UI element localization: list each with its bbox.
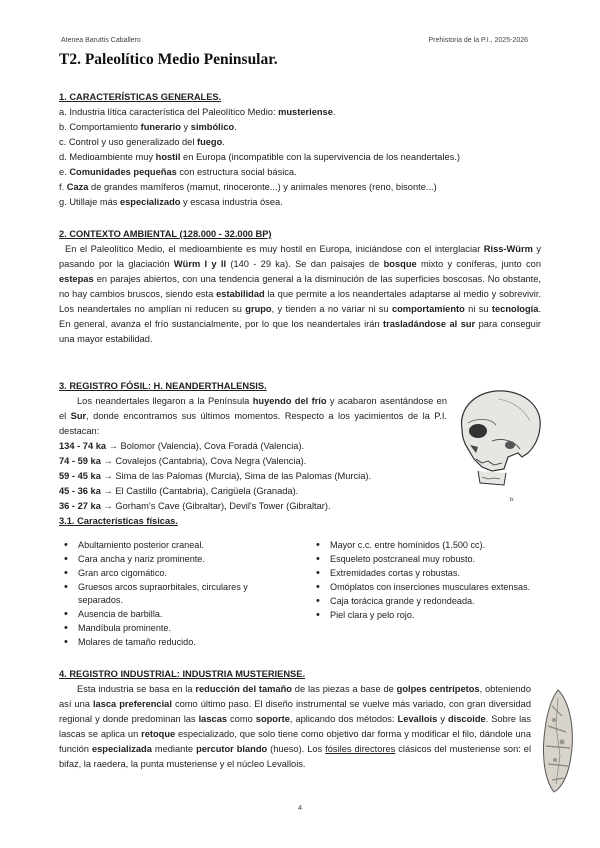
header-author: Atenea Baruttis Caballero [61, 37, 141, 44]
section-heading: 2. CONTEXTO AMBIENTAL (128.000 - 32.000 BP) [59, 229, 272, 239]
trait-item: • Piel clara y pelo rojo. [313, 609, 543, 622]
trait-item: • Ausencia de barbilla. [61, 608, 286, 621]
page-title: T2. Paleolítico Medio Peninsular. [59, 51, 278, 68]
general-list [59, 105, 541, 210]
site-entry: 45 - 36 ka → El Castillo (Cantabria), Carigüela (Granada). [59, 486, 299, 496]
neanderthal-skull-illustration [448, 383, 548, 493]
general-item: b. Comportamiento funerario y simbólico. [59, 122, 237, 132]
general-item: d. Medioambiente muy hostil en Europa (incompatible con la supervivencia de los neandertales.) [59, 152, 461, 162]
site-entry: 74 - 59 ka → Covalejos (Cantabria), Cova Negra (Valencia). [59, 456, 307, 466]
general-item: a. Industria lítica característica del Paleolítico Medio: musteriense. [59, 107, 336, 117]
general-item: g. Utillaje más especializado y escasa industria ósea. [59, 197, 283, 207]
section-heading: 4. REGISTRO INDUSTRIAL: INDUSTRIA MUSTERIENSE. [59, 669, 306, 679]
stone-tool-illustration [540, 686, 576, 796]
skull-figure-label: b. [510, 497, 515, 503]
trait-item: • Omóplatos con inserciones musculares extensas. [313, 581, 543, 594]
subsection-heading: 3.1. Características físicas. [59, 516, 178, 526]
trait-item: • Caja torácica grande y redondeada. [313, 595, 543, 608]
trait-item: • Molares de tamaño reducido. [61, 636, 286, 649]
trait-item: • Gruesos arcos supraorbitales, circulares y separados. [61, 581, 286, 606]
trait-item: • Mandíbula prominente. [61, 622, 286, 635]
fossil-paragraph: Los neandertales llegaron a la Península huyendo del frío y acabaron asentándose en el Sur, donde encontramos sus últimos momentos. Respecto a los yacimientos de la P.I. destacan: [59, 396, 447, 436]
trait-item: • Esqueleto postcraneal muy robusto. [313, 553, 543, 566]
section-fossil [59, 379, 447, 529]
trait-item: • Extremidades cortas y robustas. [313, 567, 543, 580]
traits-right-list [313, 539, 543, 623]
section-context [59, 227, 541, 347]
site-entry: 36 - 27 ka → Gorham's Cave (Gibraltar), Devil's Tower (Gibraltar). [59, 501, 331, 511]
site-entry: 59 - 45 ka → Sima de las Palomas (Murcia), Sima de las Palomas (Murcia). [59, 471, 372, 481]
context-paragraph: En el Paleolítico Medio, el medioambiente es muy hostil en Europa, iniciándose con el interglaciar Riss-Würm y pasando por la glaciación Würm I y II (140 - 29 ka). Se dan paisajes de bosque mixto y coníferas, junto con estepas en parajes abiertos, con una tendencia general a la disminución de las superficies boscosas. No obstante, no hay cambios bruscos, siendo esta estabilidad la que permite a los neandertales adaptarse al medio y sobrevivir. Los neandertales no amplían ni reducen su grupo, y tienden a no variar ni su comportamiento ni su tecnología. En general, avanza el frío sustancialmente, por lo que los neandertales irán trasladándose al sur para conseguir una mayor estabilidad. [59, 244, 541, 344]
trait-item: • Mayor c.c. entre homínidos (1.500 cc). [313, 539, 543, 552]
general-item: f. Caza de grandes mamíferos (mamut, rinoceronte...) y animales menores (reno, bisonte...) [59, 182, 437, 192]
page-number: 4 [297, 803, 303, 812]
sites-list [59, 439, 447, 514]
general-item: c. Control y uso generalizado del fuego. [59, 137, 225, 147]
trait-item: • Cara ancha y nariz prominente. [61, 553, 286, 566]
header-course: Prehistoria de la P.I., 2025-2026 [428, 37, 528, 44]
section-general [59, 90, 541, 210]
section-heading: 3. REGISTRO FÓSIL: H. NEANDERTHALENSIS. [59, 381, 267, 391]
section-heading: 1. CARACTERÍSTICAS GENERALES. [59, 92, 222, 102]
trait-item: • Abultamiento posterior craneal. [61, 539, 286, 552]
section-industry [59, 667, 531, 772]
trait-item: • Gran arco cigomático. [61, 567, 286, 580]
traits-left-list [61, 539, 286, 650]
general-item: e. Comunidades pequeñas con estructura social básica. [59, 167, 297, 177]
site-entry: 134 - 74 ka → Bolomor (Valencia), Cova Foradá (Valencia). [59, 441, 305, 451]
industry-paragraph: Esta industria se basa en la reducción del tamaño de las piezas a base de golpes centrípetos, obteniendo así una lasca preferencial como último paso. El diseño instrumental se vuelve más variado, con gran diversidad regional y donde predominan las lascas como soporte, aplicando dos métodos: Levallois y discoide. Sobre las lascas se aplica un retoque especializado, que solo tiene como objetivo dar forma y modificar el filo, dándole una función especializada mediante percutor blando (hueso). Los fósiles directores clásicos del musteriense son: el bifaz, la raedera, la punta musteriense y el núcleo Levallois. [59, 684, 532, 769]
